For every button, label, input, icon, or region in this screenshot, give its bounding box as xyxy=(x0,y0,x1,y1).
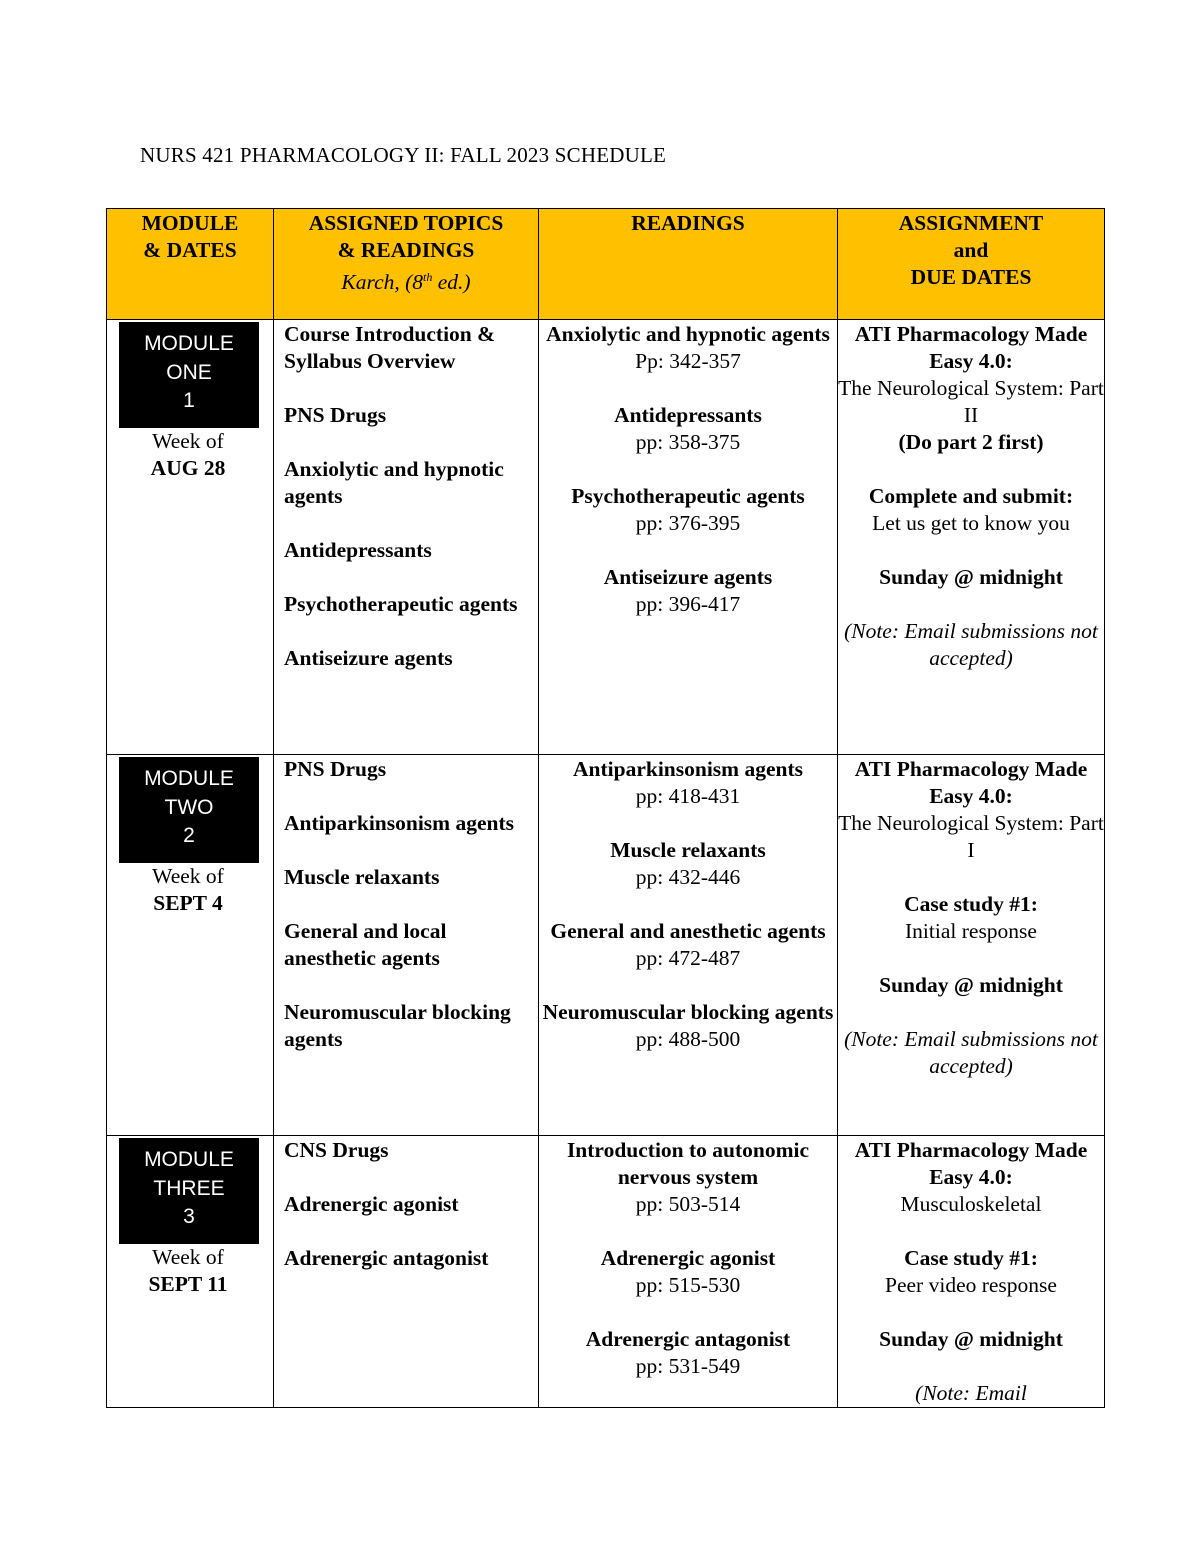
header-text: & READINGS xyxy=(337,238,475,262)
task-title: Case study #1: xyxy=(904,892,1038,916)
reading-title: Adrenergic agonist xyxy=(600,1246,776,1270)
reading-block xyxy=(539,321,837,375)
topic-item: Psychotherapeutic agents xyxy=(284,592,518,616)
reading-title: General and anesthetic agents xyxy=(550,919,826,943)
module-label-text: ONE xyxy=(166,360,212,384)
task-assignment xyxy=(838,483,1104,537)
header-text: and xyxy=(953,238,989,262)
header-text: READINGS xyxy=(631,211,745,235)
task-description: Peer video response xyxy=(885,1273,1057,1297)
ati-title: ATI Pharmacology Made Easy 4.0: xyxy=(854,322,1088,373)
document-title: NURS 421 PHARMACOLOGY II: FALL 2023 SCHEDULE xyxy=(140,143,667,167)
task-title: Case study #1: xyxy=(904,1246,1038,1270)
assignment-cell xyxy=(838,1136,1105,1408)
module-label-text: MODULE xyxy=(144,767,234,790)
ati-description: Musculoskeletal xyxy=(900,1192,1042,1216)
reading-pages: pp: 531-549 xyxy=(635,1354,741,1378)
note-text: (Note: Email submissions not accepted) xyxy=(844,1027,1098,1078)
module-row xyxy=(107,1136,1105,1408)
topic-item: Antiseizure agents xyxy=(284,646,453,670)
due-text: Sunday @ midnight xyxy=(879,1327,1063,1351)
task-description: Let us get to know you xyxy=(872,511,1070,535)
reading-title: Antidepressants xyxy=(614,403,762,427)
week-label: Week of xyxy=(152,428,224,453)
module-label-text: 1 xyxy=(183,389,195,412)
header-text: ASSIGNED TOPICS xyxy=(308,211,504,235)
submission-note xyxy=(838,618,1104,672)
edition-superscript: th xyxy=(423,270,433,284)
readings-cell xyxy=(539,320,838,755)
reading-block xyxy=(539,1326,837,1380)
module-row xyxy=(107,320,1105,755)
topic-item: Neuromuscular blocking agents xyxy=(284,1000,511,1051)
topic-item: Antiparkinsonism agents xyxy=(284,811,514,835)
ati-assignment xyxy=(838,321,1104,456)
submission-note xyxy=(838,1026,1104,1080)
header-assigned-topics xyxy=(274,209,539,320)
module-label-text: 3 xyxy=(183,1205,195,1228)
topic-item: PNS Drugs xyxy=(284,757,387,781)
submission-note xyxy=(838,1380,1104,1407)
reading-title: Adrenergic antagonist xyxy=(585,1327,791,1351)
textbook-edition: ed.) xyxy=(432,270,471,295)
week-date: SEPT 4 xyxy=(153,890,223,915)
week-label: Week of xyxy=(152,863,224,888)
due-date xyxy=(838,564,1104,591)
module-label-box xyxy=(119,322,259,428)
due-text: Sunday @ midnight xyxy=(879,973,1063,997)
task-title: Complete and submit: xyxy=(868,484,1074,508)
reading-pages: pp: 503-514 xyxy=(635,1192,741,1216)
week-label: Week of xyxy=(152,1244,224,1269)
reading-pages: pp: 376-395 xyxy=(635,511,741,535)
reading-block xyxy=(539,1137,837,1218)
schedule-table xyxy=(106,208,1105,1408)
reading-block xyxy=(539,564,837,618)
header-text: & DATES xyxy=(143,238,237,262)
reading-block xyxy=(539,999,837,1053)
topics-cell xyxy=(274,1136,539,1408)
reading-title: Psychotherapeutic agents xyxy=(571,484,805,508)
week-date: AUG 28 xyxy=(150,455,226,480)
ati-assignment xyxy=(838,1137,1104,1218)
topic-item: CNS Drugs xyxy=(284,1138,389,1162)
reading-block xyxy=(539,1245,837,1299)
reading-pages: pp: 488-500 xyxy=(635,1027,741,1051)
ati-description: The Neurological System: Part II xyxy=(838,376,1104,427)
reading-pages: pp: 396-417 xyxy=(635,592,741,616)
header-module-dates xyxy=(107,209,274,320)
topic-item: Adrenergic antagonist xyxy=(284,1246,489,1270)
reading-title: Anxiolytic and hypnotic agents xyxy=(546,322,830,346)
topic-item: Anxiolytic and hypnotic agents xyxy=(284,457,504,508)
module-label-text: TWO xyxy=(164,795,214,819)
assignment-cell xyxy=(838,320,1105,755)
module-label-box xyxy=(119,757,259,863)
module-cell xyxy=(107,320,274,755)
header-text: DUE DATES xyxy=(910,265,1032,289)
topic-item: General and local anesthetic agents xyxy=(284,919,447,970)
topic-item: Antidepressants xyxy=(284,538,432,562)
reading-pages: pp: 472-487 xyxy=(635,946,741,970)
module-label-text: MODULE xyxy=(144,1148,234,1171)
reading-block xyxy=(539,402,837,456)
header-textbook xyxy=(274,264,538,296)
readings-cell xyxy=(539,755,838,1136)
due-date xyxy=(838,1326,1104,1353)
week-date: SEPT 11 xyxy=(148,1271,228,1296)
ati-note: (Do part 2 first) xyxy=(898,430,1044,454)
module-label-text: MODULE xyxy=(144,332,234,355)
ati-title: ATI Pharmacology Made Easy 4.0: xyxy=(854,757,1088,808)
readings-cell xyxy=(539,1136,838,1408)
module-row xyxy=(107,755,1105,1136)
reading-title: Antiseizure agents xyxy=(603,565,773,589)
ati-assignment xyxy=(838,756,1104,864)
textbook-name: Karch, (8 xyxy=(341,270,424,295)
reading-block xyxy=(539,483,837,537)
reading-pages: Pp: 342-357 xyxy=(635,349,741,373)
assignment-cell xyxy=(838,755,1105,1136)
header-assignment xyxy=(838,209,1105,320)
due-date xyxy=(838,972,1104,999)
header-text: ASSIGNMENT xyxy=(898,211,1044,235)
task-assignment xyxy=(838,891,1104,945)
module-label-text: 2 xyxy=(183,824,195,847)
reading-pages: pp: 432-446 xyxy=(635,865,741,889)
topic-item: Adrenergic agonist xyxy=(284,1192,459,1216)
header-readings xyxy=(539,209,838,320)
reading-pages: pp: 515-530 xyxy=(635,1273,741,1297)
topic-item: PNS Drugs xyxy=(284,403,387,427)
reading-block xyxy=(539,837,837,891)
module-label-box xyxy=(119,1138,259,1244)
reading-block xyxy=(539,918,837,972)
module-cell xyxy=(107,1136,274,1408)
note-text: (Note: Email xyxy=(915,1381,1027,1405)
module-label-text: THREE xyxy=(153,1176,225,1200)
reading-title: Antiparkinsonism agents xyxy=(573,757,803,781)
module-cell xyxy=(107,755,274,1136)
note-text: (Note: Email submissions not accepted) xyxy=(844,619,1098,670)
reading-title: Muscle relaxants xyxy=(610,838,766,862)
task-description: Initial response xyxy=(905,919,1037,943)
table-header-row xyxy=(107,209,1105,320)
topic-item: Course Introduction & Syllabus Overview xyxy=(284,322,496,373)
due-text: Sunday @ midnight xyxy=(879,565,1063,589)
reading-title: Neuromuscular blocking agents xyxy=(542,1000,834,1024)
reading-pages: pp: 358-375 xyxy=(635,430,741,454)
ati-title: ATI Pharmacology Made Easy 4.0: xyxy=(854,1138,1088,1189)
topic-item: Muscle relaxants xyxy=(284,865,440,889)
header-text: MODULE xyxy=(141,211,239,235)
reading-pages: pp: 418-431 xyxy=(635,784,741,808)
ati-description: The Neurological System: Part I xyxy=(838,811,1104,862)
topics-cell xyxy=(274,755,539,1136)
reading-title: Introduction to autonomic nervous system xyxy=(566,1138,810,1189)
reading-block xyxy=(539,756,837,810)
task-assignment xyxy=(838,1245,1104,1299)
topics-cell xyxy=(274,320,539,755)
